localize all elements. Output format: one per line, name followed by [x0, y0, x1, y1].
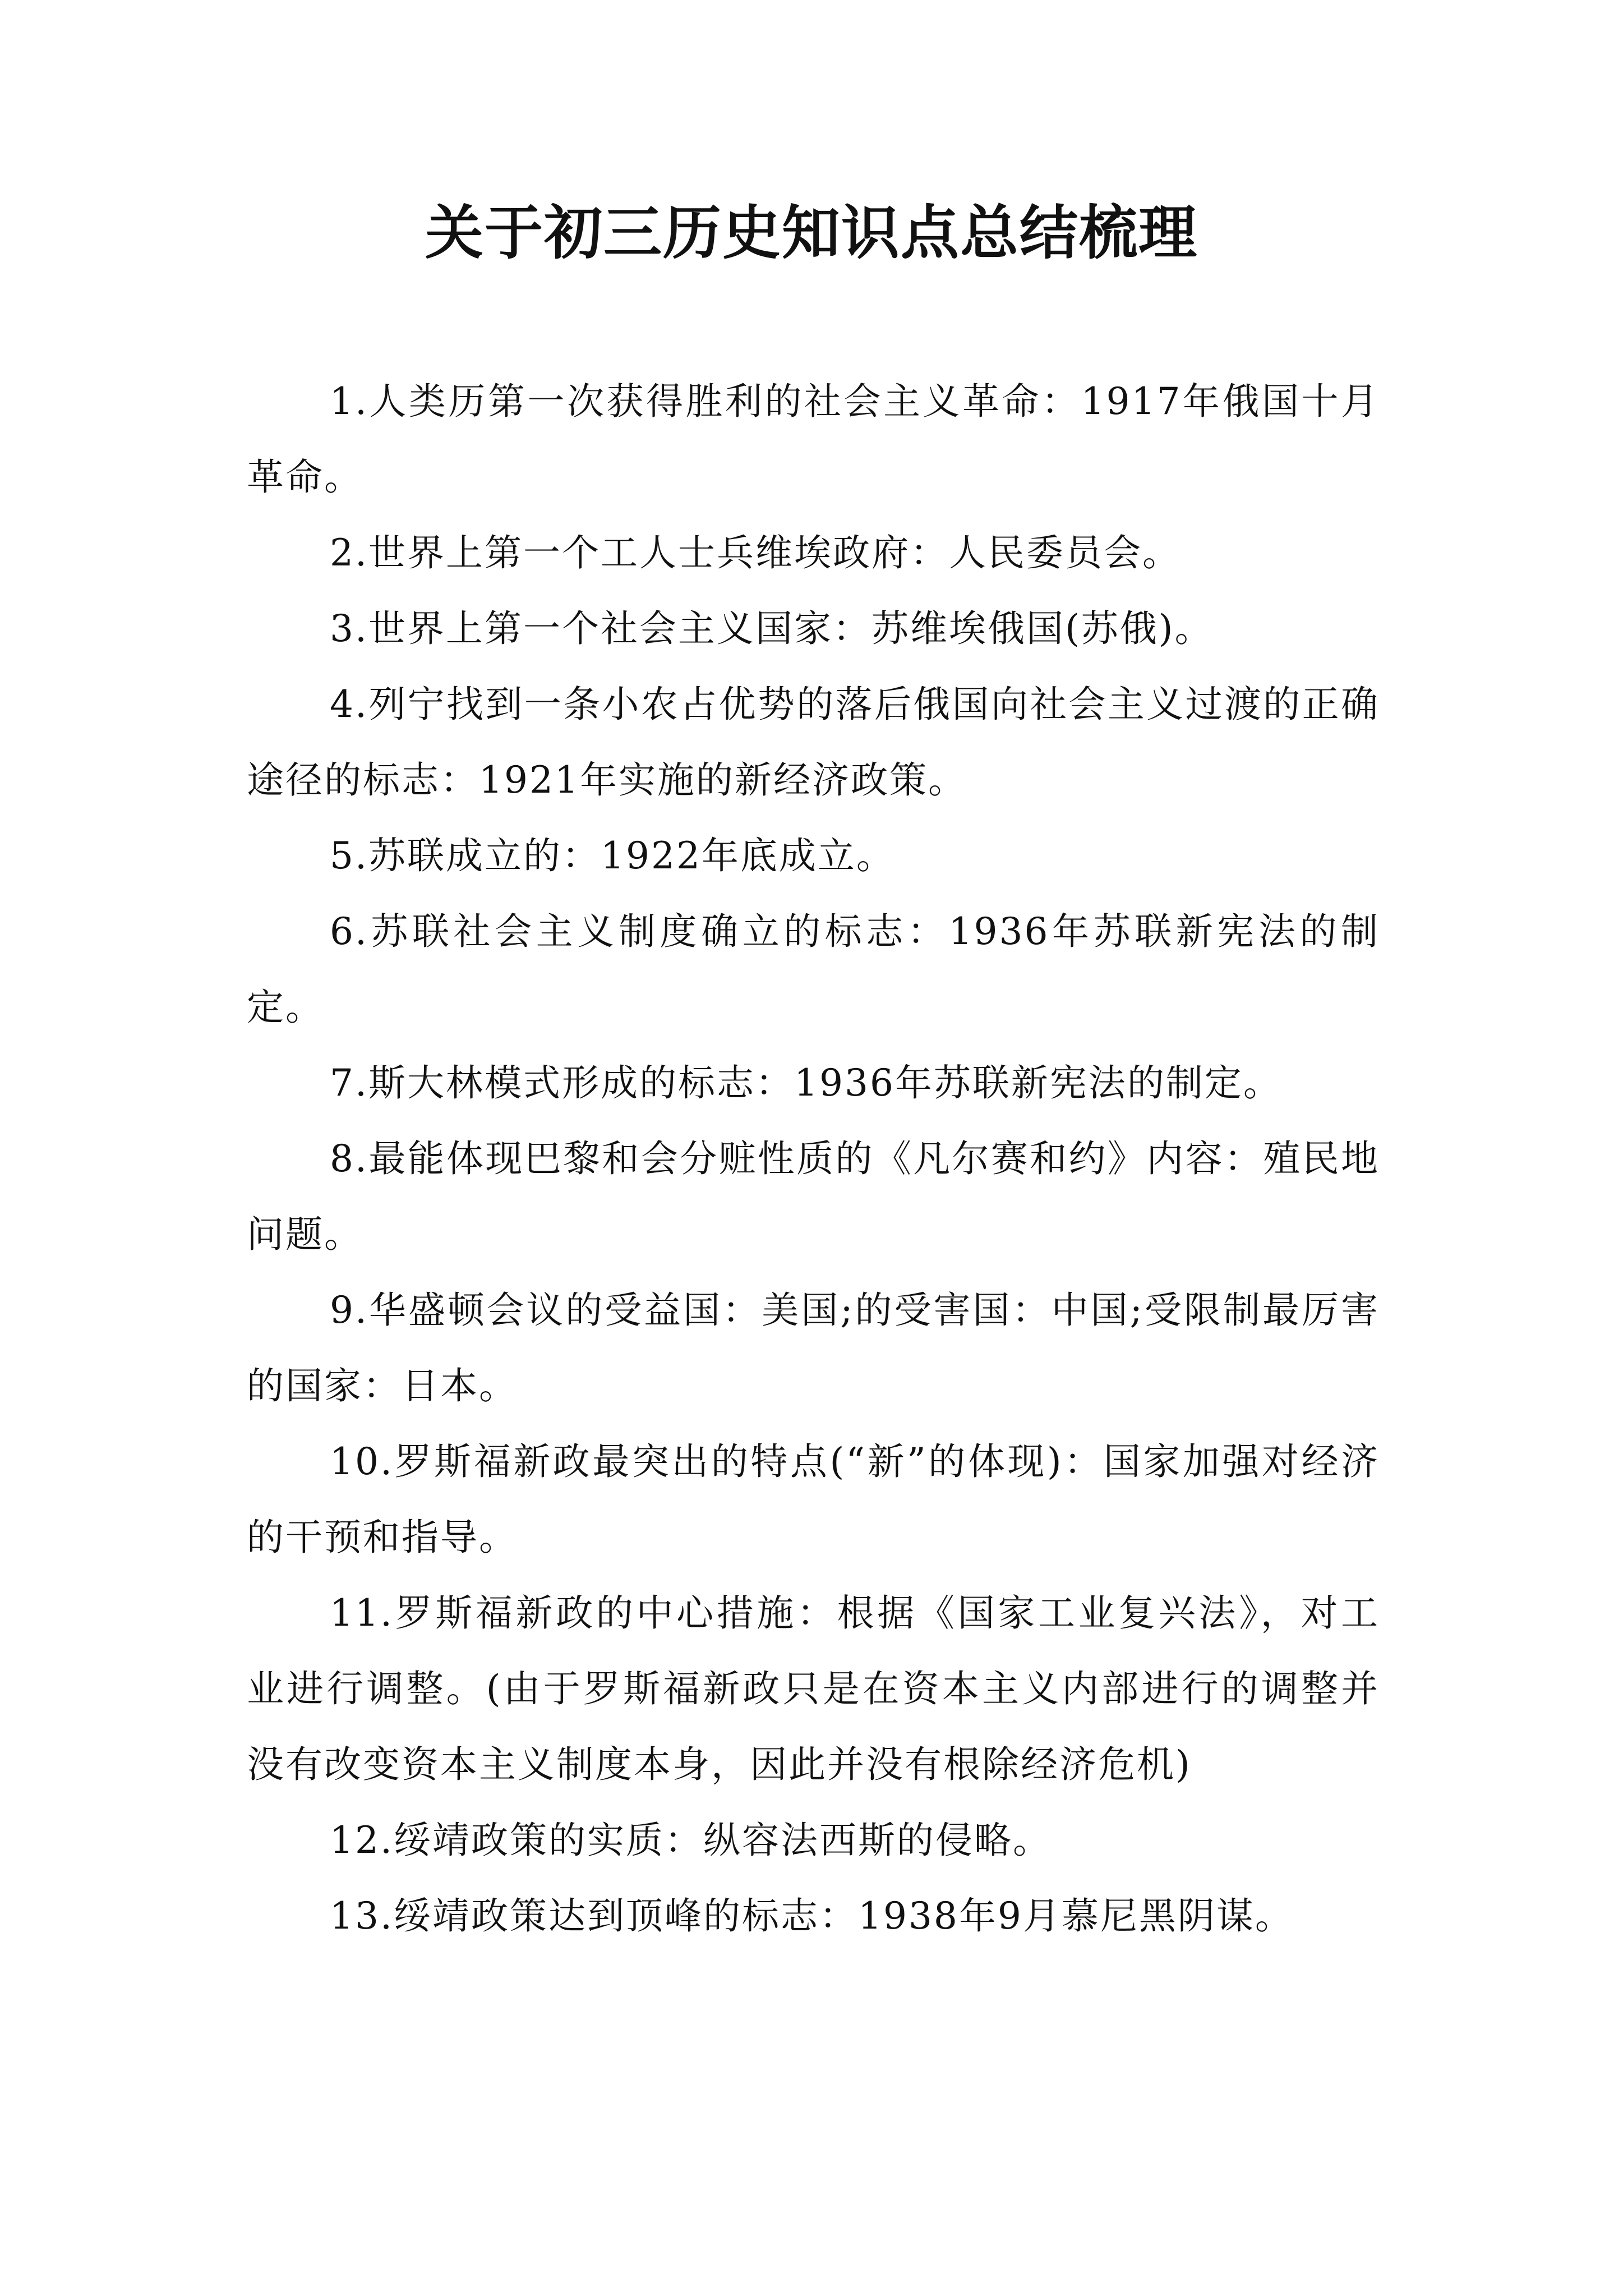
list-item-2: 2.世界上第一个工人士兵维埃政府：人民委员会。 [330, 531, 1181, 574]
list-item-4: 4.列宁找到一条小农占优势的落后俄国向社会主义过渡的正确途径的标志：1921年实施的新经济政策。 [247, 683, 1380, 802]
list-item-6: 6.苏联社会主义制度确立的标志：1936年苏联新宪法的制定。 [247, 910, 1380, 1029]
list-item-8: 8.最能体现巴黎和会分赃性质的《凡尔赛和约》内容：殖民地问题。 [247, 1137, 1380, 1256]
document-title: 关于初三历史知识点总结梳理 [425, 199, 1198, 267]
list-item-11: 11.罗斯福新政的中心措施：根据《国家工业复兴法》，对工业进行调整。(由于罗斯福新政只是在资本主义内部进行的调整并没有改变资本主义制度本身，因此并没有根除经济危机) [247, 1591, 1380, 1786]
list-item-9: 9.华盛顿会议的受益国：美国;的受害国：中国;受限制最厉害的国家：日本。 [247, 1289, 1380, 1407]
list-item-12: 12.绥靖政策的实质：纵容法西斯的侵略。 [330, 1819, 1052, 1862]
document-body [247, 364, 1380, 1954]
list-item-7: 7.斯大林模式形成的标志：1936年苏联新宪法的制定。 [330, 1061, 1282, 1105]
list-item-13: 13.绥靖政策达到顶峰的标志：1938年9月慕尼黑阴谋。 [330, 1894, 1294, 1938]
list-item-10: 10.罗斯福新政最突出的特点(“新”的体现)：国家加强对经济的干预和指导。 [247, 1440, 1380, 1559]
list-item-3: 3.世界上第一个社会主义国家：苏维埃俄国(苏俄)。 [330, 607, 1214, 650]
list-item-1: 1.人类历第一次获得胜利的社会主义革命：1917年俄国十月革命。 [247, 380, 1380, 499]
list-item-5: 5.苏联成立的：1922年底成立。 [330, 834, 895, 877]
